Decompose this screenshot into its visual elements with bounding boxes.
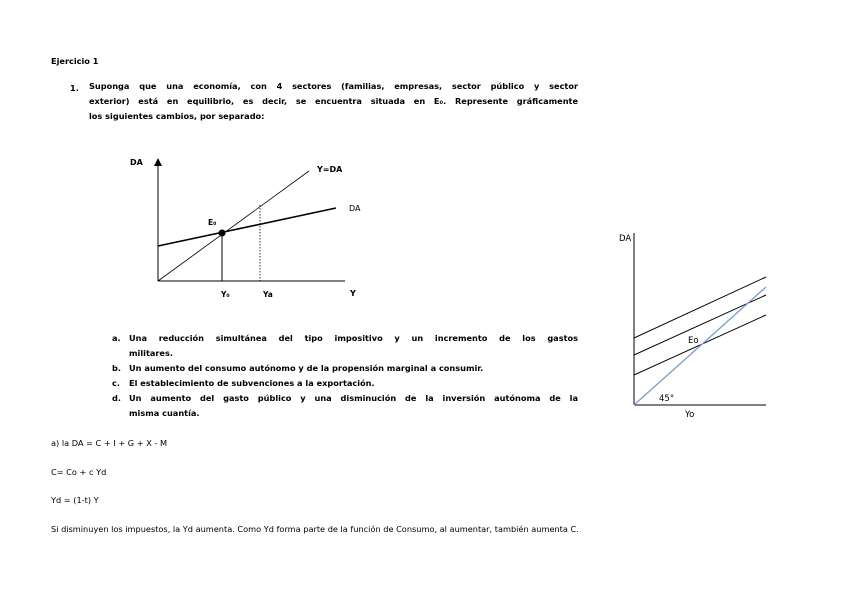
option-a-letter: a.: [112, 333, 121, 343]
fig1-y-axis-label: DA: [130, 158, 143, 167]
fig2-da-line-high: [634, 277, 766, 338]
answer-equation-3: Yd = (1-t) Y: [51, 495, 99, 505]
option-b-line-1: Un aumento del consumo autónomo y de la propensión marginal a consumir.: [129, 363, 484, 373]
option-b-letter: b.: [112, 363, 121, 373]
fig2-x-axis-label: Yo: [685, 410, 695, 420]
exercise-heading: Ejercicio 1: [51, 56, 99, 66]
fig2-y-axis-label: DA: [619, 234, 632, 244]
problem-line-2: exterior) está en equilibrio, es decir, se encuentra situada en E₀. Represente gráficamente: [89, 96, 578, 106]
answer-note: Si disminuyen los impuestos, la Yd aumenta. Como Yd forma parte de la función de Consumo, al aumentar, también aumenta C.: [51, 524, 579, 534]
option-c-line-1: El establecimiento de subvenciones a la exportación.: [129, 378, 375, 388]
fig1-y0-label: Y₀: [221, 290, 230, 299]
fig2-da-line-low: [634, 315, 766, 375]
problem-number: 1.: [70, 83, 79, 93]
answer-equation-1: a) la DA = C + I + G + X - M: [51, 438, 168, 448]
option-d-line-1: Un aumento del gasto público y una disminución de la inversión autónoma de la: [129, 393, 578, 403]
problem-line-1: Suponga que una economía, con 4 sectores (familias, empresas, sector público y sector: [89, 81, 578, 91]
option-c-letter: c.: [112, 378, 120, 388]
problem-line-3: los siguientes cambios, por separado:: [89, 111, 265, 121]
option-d-line-2: misma cuantía.: [129, 408, 200, 418]
option-d-letter: d.: [112, 393, 121, 403]
fig2-angle-label: 45°: [659, 394, 675, 404]
option-a-line-1: Una reducción simultánea del tipo impositivo y un incremento de los gastos: [129, 333, 578, 343]
fig1-point-label: E₀: [208, 218, 217, 227]
fig1-x-axis-label: Y: [350, 289, 356, 298]
fig1-da-line-label: DA: [349, 204, 361, 213]
fig2-point-label: Eo: [688, 336, 699, 346]
option-a-line-2: militares.: [129, 348, 173, 358]
fig1-45-line-label: Y=DA: [317, 165, 343, 174]
answer-equation-2: C= Co + c Yd: [51, 467, 107, 477]
fig1-ya-label: Ya: [263, 290, 273, 299]
